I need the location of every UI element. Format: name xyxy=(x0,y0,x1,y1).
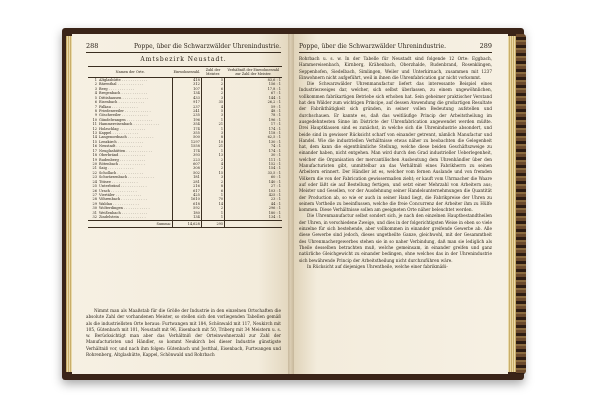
place-name: Göschweiler . . . . . . . . . . . . xyxy=(99,113,148,118)
population: 617 xyxy=(173,189,202,193)
population: 174 xyxy=(173,127,202,131)
place-name: Falkau . . . . . . . . . . . . xyxy=(99,104,138,109)
ratio: 111 : 1 xyxy=(225,158,282,162)
ratio: 17 : 1 xyxy=(225,122,282,126)
population: 237 xyxy=(173,105,202,109)
masters: 3 xyxy=(201,96,224,100)
ratio: 140 : 1 xyxy=(225,180,282,184)
row-number: 17 xyxy=(92,148,97,153)
row-number: 11 xyxy=(92,122,97,127)
row-number: 2 xyxy=(94,82,97,87)
place-name: Gündelwangen . . . . . . . . . . . . xyxy=(99,117,153,122)
masters: 1 xyxy=(201,193,224,197)
masters: 13 xyxy=(201,153,224,157)
masters: 4 xyxy=(201,162,224,166)
population: 174 xyxy=(173,149,202,153)
place-name: Rötenbach . . . . . . . . . . . . xyxy=(99,162,145,167)
ratio: 118 : 1 xyxy=(225,131,282,135)
masters: 8 xyxy=(201,135,224,139)
masters: 2 xyxy=(201,91,224,95)
row-number: 30 xyxy=(92,206,97,211)
ratio: 196 : 1 xyxy=(225,118,282,122)
right-paragraph-3: Die Uhrenmanufactur selbst sondert sich, je nach den einzelnen Hauptbestandtheilen der Uhren, in verschiedene Zweige, und dies in der folgerichtigsten Weise in eben so viele einzelne für sich bestehende, aber vollkommen in einander greifende Gewerbe ab. Alle diese Gewerbe sind jedoch, dieses ungetheilte Ganze, gleichwohl, mit der Gesammtheit des Uhrenmachergewerbes stehen sie in so naher Verbindung, daß man sie lediglich als Theile desselben betrachten muß, welche gemeinsam, in einander greifen und ganz natürliche Gleichgewicht zu einander bedingen, ohne welches das in der Uhrenindustrie sich bewährende Princip der Arbeitstheilung nicht durchzuführen wäre. xyxy=(299,213,492,263)
population: 354 xyxy=(173,122,202,126)
ratio: 48 : 1 xyxy=(225,109,282,113)
population: 917 xyxy=(173,100,202,104)
population: 393 xyxy=(173,153,202,157)
masters: 1 xyxy=(201,211,224,215)
book-cover-edge xyxy=(516,34,526,374)
right-running-title: Poppe, über die Schwarzwälder Uhrenindustrie. xyxy=(299,43,447,50)
row-number: 9 xyxy=(94,113,97,118)
population: 418 xyxy=(173,78,202,83)
row-number: 13 xyxy=(92,131,97,136)
ratio: 62,5 : 1 xyxy=(225,135,282,139)
row-number: 26 xyxy=(92,188,97,193)
place-name: Friedenweiler . . . . . . . . . . . . xyxy=(99,108,151,113)
row-number: 16 xyxy=(92,144,97,149)
population: 281 xyxy=(173,180,202,184)
header-population: Einwohnerzahl. xyxy=(173,67,202,78)
row-number: 25 xyxy=(92,184,97,189)
place-name: Vöhrenbach . . . . . . . . . . . . xyxy=(99,197,147,202)
page-edges-right xyxy=(508,36,516,372)
header-names: Namen der Orte. xyxy=(88,67,173,78)
row-number: 24 xyxy=(92,179,97,184)
population: 180 xyxy=(173,211,202,215)
total-population: 14,628 xyxy=(173,220,202,227)
masters: 10 xyxy=(201,140,224,144)
place-name: Holzschlag . . . . . . . . . . . . xyxy=(99,126,146,131)
place-name: Titisee . . . . . . . . . . . . xyxy=(99,179,138,184)
population: 355 xyxy=(173,131,202,135)
right-running-head xyxy=(299,42,492,50)
row-number: 6 xyxy=(94,100,97,105)
ratio: 60 : 1 xyxy=(225,175,282,179)
row-number: 8 xyxy=(94,108,97,113)
population: 433 xyxy=(173,96,202,100)
masters: 3 xyxy=(201,113,224,117)
population: 107 xyxy=(173,87,202,91)
masters: 35 xyxy=(201,100,224,104)
ratio: 33,5 : 1 xyxy=(225,171,282,175)
row-number: 32 xyxy=(92,215,97,220)
masters: 4 xyxy=(201,105,224,109)
masters: 70 xyxy=(201,197,224,201)
ratio: 83,6 : 1 xyxy=(225,78,282,83)
left-running-title: Poppe, über die Schwarzwälder Uhrenindustrie. xyxy=(133,43,281,50)
row-number: 27 xyxy=(92,192,97,197)
book-gutter xyxy=(288,34,294,374)
header-ratio: Verhältniß der Einwohnerzahl zur Zahl der Meister. xyxy=(225,67,282,78)
masters: 21 xyxy=(201,122,224,126)
ratio: 23 : 1 xyxy=(225,197,282,201)
ratio: 74 : 1 xyxy=(225,144,282,148)
population: 607 xyxy=(173,162,202,166)
ratio: 78 : 1 xyxy=(225,113,282,117)
masters: 2 xyxy=(201,158,224,162)
row-number: 29 xyxy=(92,201,97,206)
left-paragraph: Nimmt man als Maaßstab für die Größe der Industrie in den einzelnen Ortschaften die absolute Zahl der vorhandenen Meister, so stellen sich den vorliegenden Tabellen gemäß als die industriellsten Orte heraus: Furtwangen mit 184, Schönwald mit 117, Neukirch mit 105, Gütenbach mit 101, Neustadt mit 96, Eisenbach mit 50, Triberg mit 34 Meistern u. s. w. Berücksichtigt man aber das Verhältniß der Orteinwohnerzahl zur Zahl der Manufacturisten und Händler, so kommt Neukirch bei dieser Industrie günstigste Verhältniß vor, und nach ihm folgen: Gütenbach und Jostthal, Eisenbach, Furtwangen und Rohrenberg, Altglashütte, Kappel, Schönwald und Rohrbach xyxy=(86,308,281,358)
row-number: 20 xyxy=(92,162,97,167)
place-name: Neustadt . . . . . . . . . . . . xyxy=(99,144,143,149)
place-name: Weißenbach . . . . . . . . . . . . xyxy=(99,210,148,215)
place-name: Altglashütte . . . . . . . . . . . . xyxy=(99,78,148,82)
total-ratio xyxy=(225,220,282,227)
masters: 8 xyxy=(201,184,224,188)
place-name: Neuglashütten . . . . . . . . . . . . xyxy=(99,148,152,153)
ratio: 144 : 1 xyxy=(225,96,282,100)
population: 312 xyxy=(173,82,202,86)
masters: 5 xyxy=(201,78,224,83)
place-name: Wolterdingen . . . . . . . . . . . . xyxy=(99,206,150,211)
row-number: 3 xyxy=(94,86,97,91)
place-name: Kappel . . . . . . . . . . . . xyxy=(99,131,139,136)
right-paragraph-1: Rohrbach u. s. w. In der Tabelle für Neustadt sind folgende 12 Orte: Eggbach, Hammereisenbach, Kirnberg, Krähenbach, Oberzhalde, Rudenbrand, Rosenklingen, Seppenhofen, Siedelbach, Simlingen, Weiler und Unterkirnach, zusammen mit 1237 Einwohnern nicht aufgeführt, weil in ihnen die Uhrenfabrication gar nicht vorkommt. xyxy=(299,56,492,80)
population: 216 xyxy=(173,184,202,188)
place-name: Lenzkirch . . . . . . . . . . . . xyxy=(99,139,144,144)
population: 223 xyxy=(173,158,202,162)
header-masters: Zahl der Meister. xyxy=(201,67,224,78)
place-name: Hammereisenbach . . . . . . . . . . . . xyxy=(99,122,160,127)
masters: 6 xyxy=(201,189,224,193)
right-paragraph-2: Die Schwarzwälder Uhrenmanufactur liefert das interessante Beispiel eines Industriezweiges dar, welcher, sich selbst überlassen, zu einem ungewöhnlichen, vollkommen fabrikartigen Betriebe sich erhoben hat. Sein geheimer praktischer Verstand hat den Wälder zum wichtigen Principe, auf dessen Anwendung die großartigen Resultate der Fabrikthätigkeit sich gründen, in seiner vollen Bedeutung aufstellen und durchschauen. Er kannte es, daß das weitläufige Princip der Arbeitstheilung im ausgedehntesten Sinne im Districte der Uhrenfabrication angewendet werden müßte. Drei Hauptklassen sind es zunächst, in welche sich die Uhrenindustrie absondert, und beide sind in gewisser Rücksicht scharf von einander getrennt, nämlich Manufactur und Handel. Wie die industriellen Verhältnisse etwas näher zu beobachten die Gelegenheit hat, dem kann die eigenthümliche Stellung, welche diese beiden Geschäftszweige zu einander haben, nicht entgehen. Man wird durch den Grad industrieller Ueberlegenheit, welcher die Organisation der mercantilischen Ausbeutung dem Uhrenhändler über den Manufacturisten gibt, unmittelbar an das Verhältniß eines Fabrikherrn zu seinen Arbeitern erinnert. Der Händler ist es, welcher vom fernen Auslande und von fremden Völkern die von der Fabrication gewissermaßen zieht; er kauft vom Uhrmacher die Waare auf oder läßt sie auf Bestellung fertigen, und setzt einer Mehrzahl von Arbeitern aus; Meister und Gesellen, vor der Ausdehnung seiner Handelsunternehmungen die Quantität der Production ab, so wie er auch in seiner Hand liegt, die Fabrikpreise der Uhren zu seinem Vortheile zu beeinflussen, welche die freie Concurrenz der Arbeiter ihm zu Hülfe kommen. Diese Verhältnisse sollen am geeigneten Orte näher beleuchtet werden. xyxy=(299,81,492,213)
row-number: 15 xyxy=(92,139,97,144)
masters: 1 xyxy=(201,118,224,122)
place-name: Viertäler . . . . . . . . . . . . xyxy=(99,192,142,197)
place-name: Saig . . . . . . . . . . . . xyxy=(99,166,134,171)
right-body-text xyxy=(299,56,492,270)
ratio: 154 : 1 xyxy=(225,166,282,170)
population: 1297 xyxy=(173,140,202,144)
place-name: Oberbränd . . . . . . . . . . . . xyxy=(99,153,146,158)
place-name: Rudenberg . . . . . . . . . . . . xyxy=(99,157,146,162)
masters: 2 xyxy=(201,206,224,210)
total-label: Summa: xyxy=(98,220,173,227)
row-number: 1 xyxy=(94,78,97,82)
right-head-rule xyxy=(299,52,492,53)
row-number: 23 xyxy=(92,175,97,180)
ratio: 180 : 1 xyxy=(225,211,282,215)
masters: 15 xyxy=(201,171,224,175)
place-name: Schollach . . . . . . . . . . . . xyxy=(99,170,143,175)
population: 502 xyxy=(173,171,202,175)
masters: 5 xyxy=(201,109,224,113)
right-page-number: 289 xyxy=(479,42,492,50)
place-name: Eisenbach . . . . . . . . . . . . xyxy=(99,100,145,105)
population: 241 xyxy=(173,109,202,113)
ratio: 425 : 1 xyxy=(225,193,282,197)
ratio: 103 : 1 xyxy=(225,189,282,193)
population: 134 xyxy=(173,215,202,220)
population: 1558 xyxy=(173,144,202,148)
masters: 3 xyxy=(201,175,224,179)
left-page-number: 288 xyxy=(86,42,99,50)
row-number: 10 xyxy=(92,117,97,122)
row-number: 19 xyxy=(92,157,97,162)
population: 592 xyxy=(173,206,202,210)
population: 181 xyxy=(173,175,202,179)
section-title: Amtsbezirk Neustadt. xyxy=(140,56,227,63)
ratio: 174 : 1 xyxy=(225,127,282,131)
population: 1610 xyxy=(173,197,202,201)
ratio: 26,2 : 1 xyxy=(225,100,282,104)
masters: 1 xyxy=(201,149,224,153)
left-page xyxy=(72,34,291,374)
ratio: 59 : 1 xyxy=(225,105,282,109)
ratio: 27 : 1 xyxy=(225,184,282,188)
row-number: 21 xyxy=(92,166,97,171)
place-name: Waldau . . . . . . . . . . . . xyxy=(99,201,139,206)
masters: 2 xyxy=(201,82,224,86)
left-head-rule xyxy=(86,52,281,53)
place-name: Bärenthal . . . . . . . . . . . . xyxy=(99,82,144,87)
place-name: Langenordnach . . . . . . . . . . . . xyxy=(99,135,154,140)
ratio: 17,8 : 1 xyxy=(225,87,282,91)
place-name: Berg . . . . . . . . . . . . xyxy=(99,86,135,91)
masters: 14 xyxy=(201,202,224,206)
masters: 1 xyxy=(201,215,224,220)
right-page xyxy=(291,34,508,374)
masters: 2 xyxy=(201,180,224,184)
place-name: Schwärzenbach . . . . . . . . . . . . xyxy=(99,175,154,180)
ratio: 67 : 1 xyxy=(225,91,282,95)
ratio: 30 : 1 xyxy=(225,153,282,157)
ratio: 152 : 1 xyxy=(225,162,282,166)
row-number: 4 xyxy=(94,91,97,96)
place-name: Zindelstein . . . . . . . . . . . . xyxy=(99,215,146,220)
masters: 6 xyxy=(201,87,224,91)
ratio: 134 : 1 xyxy=(225,215,282,220)
row-number: 5 xyxy=(94,95,97,100)
left-running-head xyxy=(86,42,281,50)
row-number: 12 xyxy=(92,126,97,131)
population: 196 xyxy=(173,118,202,122)
masters: 1 xyxy=(201,127,224,131)
population: 500 xyxy=(173,135,202,139)
masters: 2 xyxy=(201,166,224,170)
population: 134 xyxy=(173,91,202,95)
table-total-row xyxy=(88,220,282,227)
population: 235 xyxy=(173,113,202,117)
row-number: 14 xyxy=(92,135,97,140)
population: 618 xyxy=(173,202,202,206)
masters: 21 xyxy=(201,144,224,148)
row-number: 31 xyxy=(92,210,97,215)
row-number: 22 xyxy=(92,170,97,175)
left-body-text xyxy=(86,308,281,358)
place-name: Dittishausen . . . . . . . . . . . . xyxy=(99,95,149,100)
ratio: 156 : 1 xyxy=(225,82,282,86)
place-name: Urach . . . . . . . . . . . . xyxy=(99,188,137,193)
right-paragraph-4: In Rücksicht auf diejenigen Uhrentheile, welche einer fabrikmäßi- xyxy=(307,263,448,269)
row-number: 18 xyxy=(92,153,97,158)
place-name: Unterbränd . . . . . . . . . . . . xyxy=(99,184,147,189)
table-header-row xyxy=(88,67,282,78)
row-number: 7 xyxy=(94,104,97,109)
row-number: 28 xyxy=(92,197,97,202)
ratio: 174 : 1 xyxy=(225,149,282,153)
ratio: 296 : 1 xyxy=(225,206,282,210)
population: 425 xyxy=(173,193,202,197)
population: 308 xyxy=(173,166,202,170)
district-table xyxy=(88,66,282,228)
total-masters: 295 xyxy=(201,220,224,227)
ratio: 130 : 1 xyxy=(225,140,282,144)
place-name: Bregenbach . . . . . . . . . . . . xyxy=(99,91,148,96)
masters: 3 xyxy=(201,131,224,135)
ratio: 44 : 1 xyxy=(225,202,282,206)
